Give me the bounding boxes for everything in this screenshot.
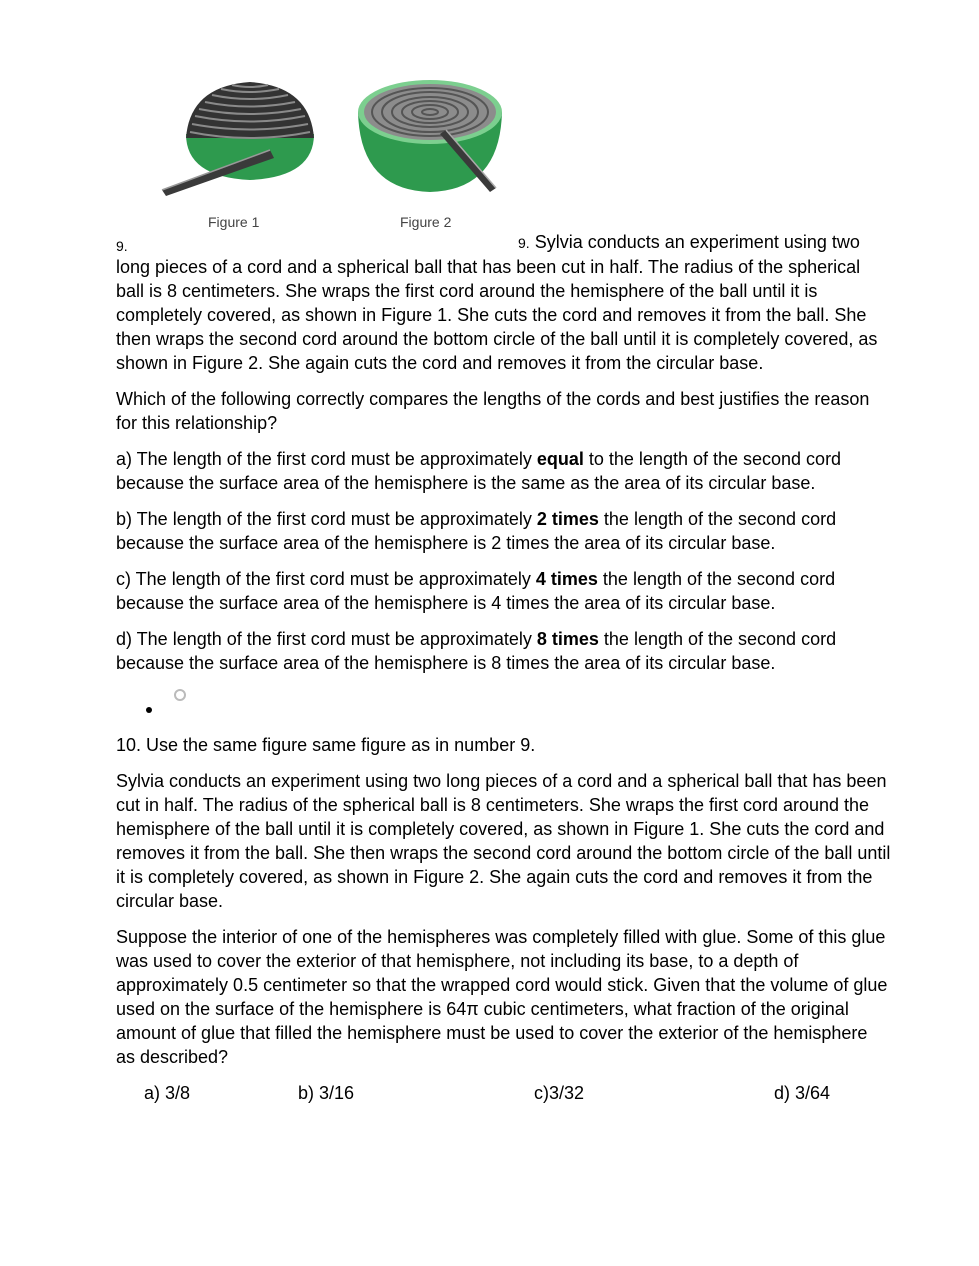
question-10-heading: 10. Use the same figure same figure as in number 9.: [116, 735, 536, 755]
option-c-text-1: c) The length of the first cord must be approximately: [116, 569, 536, 589]
option-d: [116, 627, 891, 675]
option-d-emphasis: 8 times: [536, 629, 599, 649]
question-10-paragraph-1: Sylvia conducts an experiment using two long pieces of a cord and a spherical ball that has been cut in half. The radius of the spherical ball is 8 centimeters. She wraps the first cord around the hemisphere of the ball until it is completely covered, as shown in Figure 1. She cuts the cord and removes it from the ball. She then wraps the second cord around the bottom circle of the ball until it is completely covered, as shown in Figure 2. She again cuts the cord and removes it from the circular base.: [116, 771, 891, 911]
question-9-inline-number: 9.: [518, 235, 530, 251]
figure-1-caption: Figure 1: [208, 214, 260, 230]
question-10-paragraph-2: Suppose the interior of one of the hemispheres was completely filled with glue. Some of this glue was used to cover the exterior of that hemisphere, not including its base, to a depth of approximately 0.5 centimeter so that the wrapped cord would stick. Given that the volume of glue used on the surface of the hemisphere is 64π cubic centimeters, what fraction of the original amount of glue that filled the hemisphere must be used to cover the exterior of the hemisphere as described?: [116, 927, 888, 1067]
question-10-answers: [116, 1081, 891, 1111]
answer-c: c)3/32: [534, 1083, 585, 1103]
option-a-text-1: a) The length of the first cord must be approximately: [116, 449, 537, 469]
bullet-dot-icon: [146, 707, 152, 713]
figures: [150, 72, 520, 234]
figure-1-hemisphere-wrapped: [150, 72, 340, 202]
option-b-text-1: b) The length of the first cord must be approximately: [116, 509, 537, 529]
option-c-text-2: the length of the second cord because the surface area of the hemisphere is 4 times the area of its circular base.: [116, 569, 836, 613]
question-9-text: [116, 230, 891, 375]
option-b: [116, 507, 891, 555]
bullet-item: [116, 687, 891, 733]
question-9-prompt: Which of the following correctly compares the lengths of the cords and best justifies the reason for this relationship?: [116, 389, 870, 433]
option-c-emphasis: 4 times: [535, 569, 598, 589]
document-body: [116, 230, 891, 1111]
figure-2-base-wrapped: [350, 72, 520, 202]
option-d-text-1: d) The length of the first cord must be approximately: [116, 629, 537, 649]
option-a: [116, 447, 891, 495]
answer-b: b) 3/16: [298, 1083, 355, 1103]
option-a-text-2: to the length of the second cord because the surface area of the hemisphere is the same as the area of its circular base.: [116, 449, 842, 493]
question-9-number: 9.: [116, 238, 128, 254]
figure-2-caption: Figure 2: [400, 214, 452, 230]
option-a-emphasis: equal: [536, 449, 584, 469]
answer-a: a) 3/8: [144, 1083, 191, 1103]
answer-d: d) 3/64: [774, 1083, 831, 1103]
option-c: [116, 567, 891, 615]
option-b-text-2: the length of the second cord because the surface area of the hemisphere is 2 times the area of its circular base.: [116, 509, 837, 553]
option-d-text-2: the length of the second cord because the surface area of the hemisphere is 8 times the area of its circular base.: [116, 629, 837, 673]
question-9-paragraph: Sylvia conducts an experiment using two long pieces of a cord and a spherical ball that has been cut in half. The radius of the spherical ball is 8 centimeters. She wraps the first cord around the hemisphere of the ball until it is completely covered, as shown in Figure 1. She cuts the cord and removes it from the ball. She then wraps the second cord around the bottom circle of the ball until it is completely covered, as shown in Figure 2. She again cuts the cord and removes it from the circular base.: [116, 232, 878, 373]
radio-button-icon[interactable]: [174, 689, 186, 701]
option-b-emphasis: 2 times: [536, 509, 599, 529]
